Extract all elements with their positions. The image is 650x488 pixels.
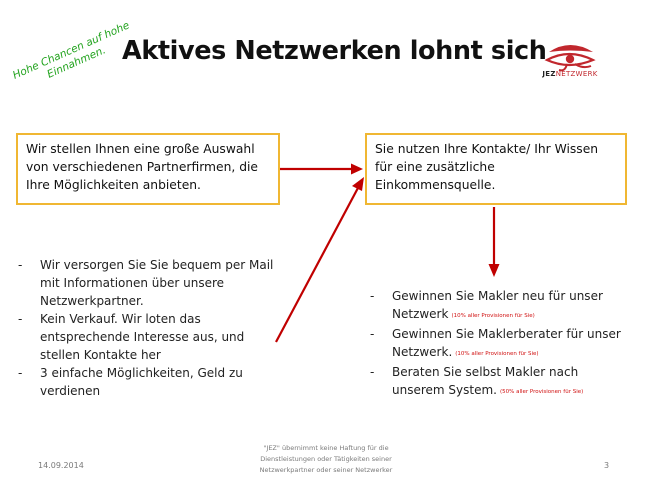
earning-options-list <box>366 287 628 401</box>
list-item-text: Beraten Sie selbst Makler nach unserem System. <box>392 365 579 397</box>
footer-disclaimer: "JEZ" übernimmt keine Haftung für die Dienstleistungen oder Tätigkeiten seiner Netzwerkpartner oder seiner Netzwerker <box>259 444 393 474</box>
list-item-text: Gewinnen Sie Maklerberater für unser Netzwerk. <box>392 327 621 359</box>
commission-note: (10% aller Provisionen für Sie) <box>451 313 535 319</box>
service-list <box>14 256 276 400</box>
slide-title: Aktives Netzwerken lohnt sich <box>122 36 547 66</box>
income-source-box: Sie nutzen Ihre Kontakte/ Ihr Wissen für eine zusätzliche Einkommensquelle. <box>365 133 627 205</box>
page-number: 3 <box>604 461 610 470</box>
list-item: - Wir versorgen Sie Sie bequem per Mail mit Informationen über unsere Netzwerkpartner. <box>14 256 276 310</box>
footer-date: 14.09.2014 <box>38 461 84 470</box>
arrow-diagonal <box>276 186 359 342</box>
list-item <box>366 325 628 363</box>
list-item <box>366 363 628 401</box>
list-item: - 3 einfache Möglichkeiten, Geld zu verdienen <box>14 364 276 400</box>
list-item: - Kein Verkauf. Wir loten das entsprechende Interesse aus, und stellen Kontakte her <box>14 310 276 364</box>
arrow-diagonal-head <box>352 177 364 191</box>
logo-wordmark-netzwerk: NETZWERK <box>555 70 598 78</box>
arrow-down-head <box>489 264 500 277</box>
partner-selection-box: Wir stellen Ihnen eine große Auswahl von verschiedenen Partnerfirmen, die Ihre Möglichkeiten anbieten. <box>16 133 280 205</box>
list-item <box>366 287 628 325</box>
logo-wordmark-jez: JEZ <box>542 70 556 78</box>
list-item-text: Gewinnen Sie Makler neu für unser Netzwerk <box>392 289 603 321</box>
logo-wordmark <box>535 70 605 78</box>
commission-note: (10% aller Provisionen für Sie) <box>455 351 539 357</box>
promo-stamp: Hohe Chancen auf hohe Einnahmen. <box>10 19 132 82</box>
commission-note: (50% aller Provisionen für Sie) <box>499 389 584 395</box>
arrow-right-head <box>351 164 363 175</box>
